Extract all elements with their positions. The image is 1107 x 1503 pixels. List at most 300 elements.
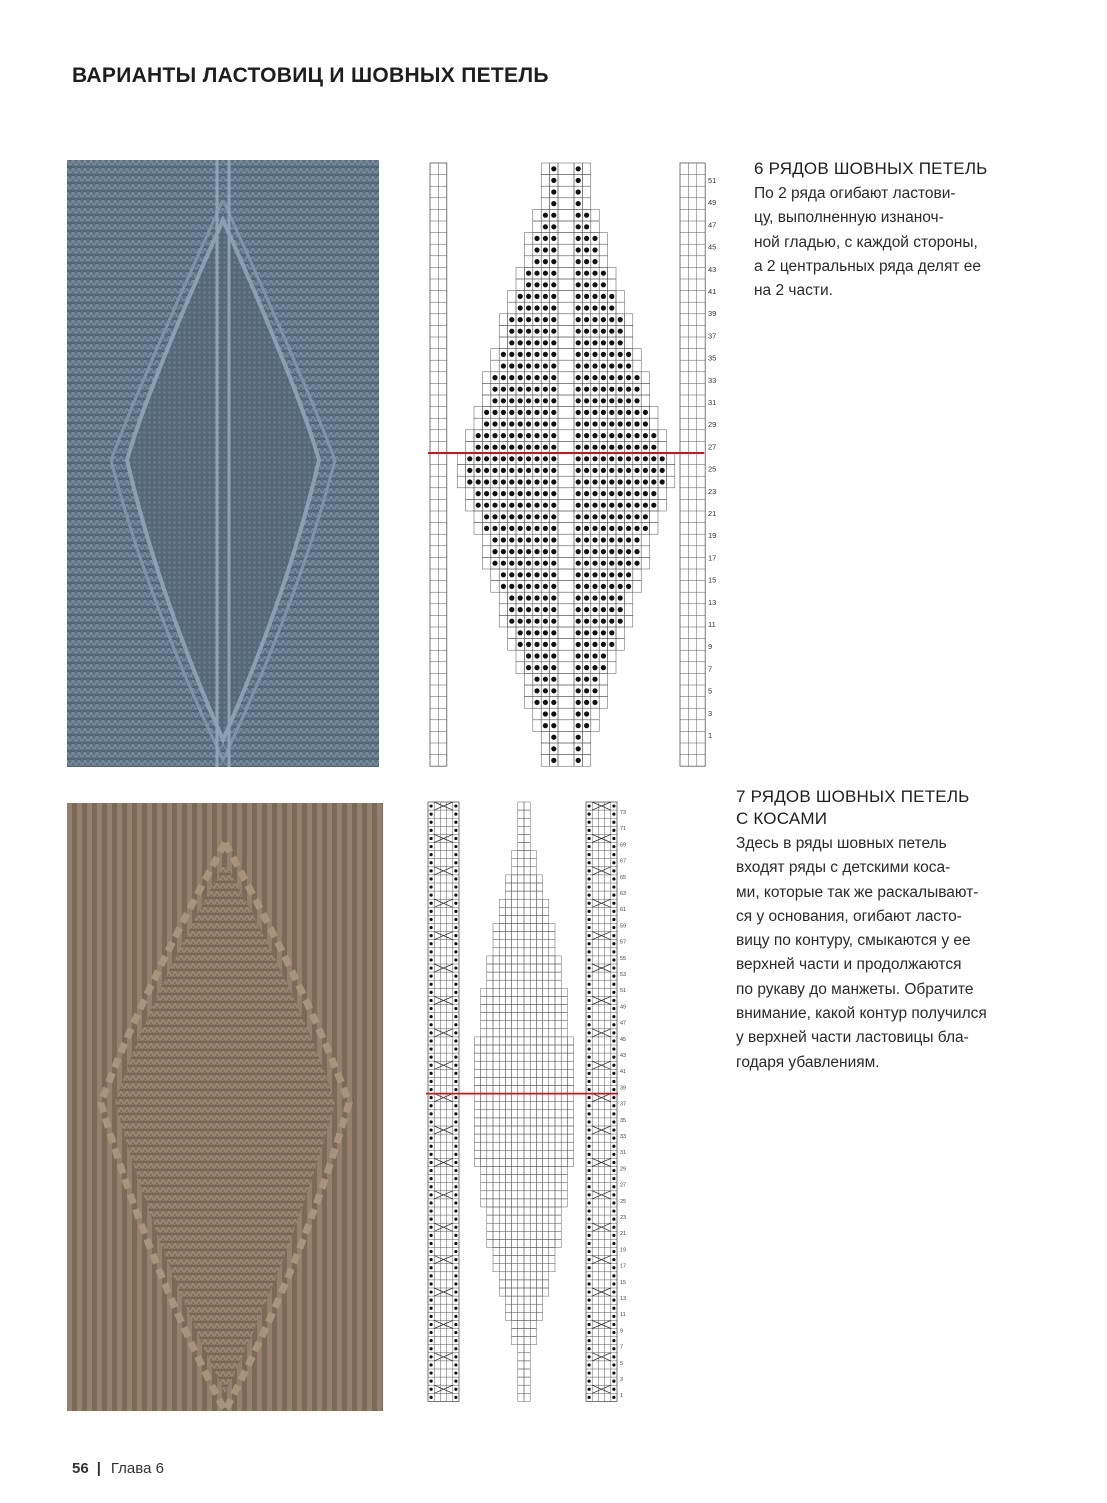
chart-cell bbox=[518, 1134, 524, 1142]
chart-cell bbox=[505, 932, 511, 940]
purl-dot bbox=[430, 813, 433, 816]
chart-cell bbox=[481, 1077, 487, 1085]
chart-center-cell bbox=[558, 175, 574, 187]
cable-cross bbox=[434, 1126, 453, 1134]
chart-cell bbox=[499, 1053, 505, 1061]
purl-dot bbox=[476, 503, 481, 508]
chart-center-cell bbox=[558, 372, 574, 384]
purl-dot bbox=[551, 584, 556, 589]
purl-dot bbox=[543, 259, 548, 264]
purl-dot bbox=[588, 983, 591, 986]
purl-dot bbox=[454, 853, 457, 856]
purl-dot bbox=[534, 282, 539, 287]
purl-dot bbox=[612, 942, 615, 945]
purl-dot bbox=[543, 479, 548, 484]
chart-center-cell bbox=[558, 244, 574, 256]
chart-center-cell bbox=[558, 279, 574, 291]
chart-cell bbox=[505, 1223, 511, 1231]
chart-cell bbox=[482, 534, 490, 546]
chart-cell bbox=[524, 1264, 530, 1272]
cable-cross bbox=[592, 834, 611, 842]
chart-cell bbox=[567, 1134, 573, 1142]
purl-dot bbox=[526, 468, 531, 473]
purl-dot bbox=[634, 479, 639, 484]
chart-cell bbox=[512, 915, 518, 923]
chart-cell bbox=[543, 1005, 549, 1013]
purl-dot bbox=[484, 503, 489, 508]
purl-dot bbox=[592, 688, 597, 693]
purl-dot bbox=[576, 758, 581, 763]
purl-dot bbox=[430, 853, 433, 856]
chart-cell bbox=[505, 891, 511, 899]
chart-cell bbox=[530, 1158, 536, 1166]
purl-dot bbox=[526, 387, 531, 392]
purl-dot bbox=[454, 1266, 457, 1269]
chart-cell bbox=[530, 1296, 536, 1304]
chart-cell bbox=[641, 395, 649, 407]
chart-cell bbox=[518, 826, 524, 834]
chart-cell bbox=[524, 899, 530, 907]
purl-dot bbox=[588, 821, 591, 824]
purl-dot bbox=[526, 630, 531, 635]
purl-dot bbox=[618, 479, 623, 484]
purl-dot bbox=[626, 561, 631, 566]
purl-dot bbox=[609, 491, 614, 496]
purl-dot bbox=[576, 294, 581, 299]
purl-dot bbox=[492, 479, 497, 484]
purl-dot bbox=[501, 398, 506, 403]
purl-dot bbox=[543, 329, 548, 334]
purl-dot bbox=[430, 1137, 433, 1140]
chart-cell bbox=[530, 1077, 536, 1085]
purl-dot bbox=[551, 178, 556, 183]
chart-cell bbox=[530, 1110, 536, 1118]
purl-dot bbox=[626, 421, 631, 426]
purl-dot bbox=[626, 514, 631, 519]
purl-dot bbox=[526, 572, 531, 577]
purl-dot bbox=[588, 1266, 591, 1269]
cable-cross bbox=[592, 1061, 611, 1069]
purl-dot bbox=[609, 352, 614, 357]
chart-cell bbox=[493, 1118, 499, 1126]
chart-cell bbox=[481, 1069, 487, 1077]
chart-cell bbox=[518, 1077, 524, 1085]
chart-cell bbox=[549, 1045, 555, 1053]
purl-dot bbox=[601, 561, 606, 566]
chart-cell bbox=[518, 810, 524, 818]
purl-dot bbox=[534, 468, 539, 473]
chart-cell bbox=[543, 1223, 549, 1231]
purl-dot bbox=[584, 700, 589, 705]
chart-cell bbox=[567, 1086, 573, 1094]
chart-cell bbox=[474, 1118, 480, 1126]
purl-dot bbox=[492, 491, 497, 496]
chart-cell bbox=[505, 1272, 511, 1280]
purl-dot bbox=[484, 445, 489, 450]
chart-cell bbox=[524, 1239, 530, 1247]
chart-cell bbox=[512, 924, 518, 932]
chart-cell bbox=[499, 1239, 505, 1247]
purl-dot bbox=[634, 410, 639, 415]
chart-cell bbox=[567, 1077, 573, 1085]
purl-dot bbox=[592, 421, 597, 426]
purl-dot bbox=[592, 561, 597, 566]
chart-cell bbox=[499, 1126, 505, 1134]
chart-cell bbox=[518, 899, 524, 907]
purl-dot bbox=[592, 247, 597, 252]
purl-dot bbox=[454, 1258, 457, 1261]
purl-dot bbox=[576, 456, 581, 461]
chart-cell bbox=[524, 1312, 530, 1320]
purl-dot bbox=[576, 642, 581, 647]
chart-cell bbox=[482, 557, 490, 569]
purl-dot bbox=[492, 433, 497, 438]
chart-cell bbox=[493, 1142, 499, 1150]
chart-cell bbox=[512, 891, 518, 899]
chart-cell bbox=[518, 1312, 524, 1320]
purl-dot bbox=[609, 549, 614, 554]
chart-cell bbox=[530, 1029, 536, 1037]
purl-dot bbox=[588, 934, 591, 937]
chart-cell bbox=[543, 1264, 549, 1272]
purl-dot bbox=[501, 468, 506, 473]
purl-dot bbox=[612, 1396, 615, 1399]
chart-cell bbox=[561, 1045, 567, 1053]
chart-cell bbox=[499, 1069, 505, 1077]
chart-gusset-2 bbox=[426, 800, 630, 1405]
chart-cell bbox=[493, 1021, 499, 1029]
purl-dot bbox=[584, 433, 589, 438]
purl-dot bbox=[551, 329, 556, 334]
purl-dot bbox=[551, 317, 556, 322]
chart-cell bbox=[505, 1021, 511, 1029]
purl-dot bbox=[592, 375, 597, 380]
chart-cell bbox=[641, 557, 649, 569]
purl-dot bbox=[584, 445, 589, 450]
chart-cell bbox=[499, 1207, 505, 1215]
purl-dot bbox=[518, 294, 523, 299]
chart-cell bbox=[549, 1118, 555, 1126]
chart-center-cell bbox=[558, 163, 574, 175]
purl-dot bbox=[551, 259, 556, 264]
purl-dot bbox=[612, 877, 615, 880]
purl-dot bbox=[543, 491, 548, 496]
chart-cell bbox=[555, 1013, 561, 1021]
purl-dot bbox=[576, 735, 581, 740]
purl-dot bbox=[454, 1380, 457, 1383]
purl-dot bbox=[454, 1396, 457, 1399]
purl-dot bbox=[454, 1080, 457, 1083]
purl-dot bbox=[576, 178, 581, 183]
chart-cell bbox=[518, 1086, 524, 1094]
chart-cell bbox=[524, 834, 530, 842]
chart-cell bbox=[505, 1150, 511, 1158]
chart-cell bbox=[493, 1207, 499, 1215]
purl-dot bbox=[454, 1064, 457, 1067]
row-number-label: 43 bbox=[708, 264, 717, 274]
purl-dot bbox=[634, 549, 639, 554]
purl-dot bbox=[430, 1209, 433, 1212]
purl-dot bbox=[588, 1120, 591, 1123]
chart-cell bbox=[512, 1077, 518, 1085]
chart-cell bbox=[536, 1296, 542, 1304]
row-number-label: 3 bbox=[708, 708, 713, 718]
purl-dot bbox=[612, 837, 615, 840]
purl-dot bbox=[551, 201, 556, 206]
chart-cell bbox=[505, 1053, 511, 1061]
purl-dot bbox=[609, 294, 614, 299]
chart-cell bbox=[555, 1094, 561, 1102]
chart-cell bbox=[524, 1272, 530, 1280]
purl-dot bbox=[626, 410, 631, 415]
purl-dot bbox=[543, 387, 548, 392]
chart-cell bbox=[499, 1272, 505, 1280]
chart-cell bbox=[518, 1199, 524, 1207]
chart-cell bbox=[512, 1191, 518, 1199]
purl-dot bbox=[509, 537, 514, 542]
chart-cell bbox=[524, 956, 530, 964]
purl-dot bbox=[430, 1031, 433, 1034]
purl-dot bbox=[526, 340, 531, 345]
purl-dot bbox=[543, 642, 548, 647]
chart-cell bbox=[518, 972, 524, 980]
purl-dot bbox=[601, 375, 606, 380]
chart-center-cell bbox=[558, 731, 574, 743]
chart-cell bbox=[505, 924, 511, 932]
purl-dot bbox=[612, 1112, 615, 1115]
chart-cell bbox=[530, 1069, 536, 1077]
chart-cell bbox=[536, 948, 542, 956]
purl-dot bbox=[584, 363, 589, 368]
chart-cell bbox=[512, 1029, 518, 1037]
purl-dot bbox=[430, 1315, 433, 1318]
purl-dot bbox=[526, 665, 531, 670]
purl-dot bbox=[592, 619, 597, 624]
chart-cell bbox=[487, 1215, 493, 1223]
chart-cell bbox=[524, 867, 530, 875]
chart-cell bbox=[481, 1142, 487, 1150]
chart-cell bbox=[518, 907, 524, 915]
chart-cell bbox=[530, 1223, 536, 1231]
purl-dot bbox=[430, 1234, 433, 1237]
purl-dot bbox=[492, 398, 497, 403]
chart-cell bbox=[530, 1337, 536, 1345]
row-number-label: 29 bbox=[620, 1166, 627, 1173]
row-number-label: 59 bbox=[620, 923, 627, 930]
purl-dot bbox=[551, 619, 556, 624]
purl-dot bbox=[551, 479, 556, 484]
chart-cell bbox=[518, 1069, 524, 1077]
knit-photo-1-illustration bbox=[67, 160, 379, 767]
purl-dot bbox=[618, 398, 623, 403]
chart-cell bbox=[530, 1118, 536, 1126]
purl-dot bbox=[612, 1250, 615, 1253]
purl-dot bbox=[576, 433, 581, 438]
purl-dot bbox=[454, 1007, 457, 1010]
chart-cell bbox=[481, 1061, 487, 1069]
purl-dot bbox=[534, 549, 539, 554]
purl-dot bbox=[518, 468, 523, 473]
purl-dot bbox=[543, 340, 548, 345]
chart-center-cell bbox=[558, 743, 574, 755]
chart-cell bbox=[524, 244, 532, 256]
chart-center-cell bbox=[558, 198, 574, 210]
purl-dot bbox=[592, 352, 597, 357]
purl-dot bbox=[543, 445, 548, 450]
purl-dot bbox=[609, 607, 614, 612]
row-number-label: 25 bbox=[708, 464, 717, 474]
row-number-label: 35 bbox=[708, 353, 717, 363]
purl-dot bbox=[576, 375, 581, 380]
chart-cell bbox=[499, 1175, 505, 1183]
cable-cross bbox=[434, 1191, 453, 1199]
purl-dot bbox=[551, 653, 556, 658]
purl-dot bbox=[501, 537, 506, 542]
purl-dot bbox=[518, 572, 523, 577]
chart-cell bbox=[512, 948, 518, 956]
chart-cell bbox=[582, 163, 590, 175]
purl-dot bbox=[534, 607, 539, 612]
chart-cell bbox=[505, 883, 511, 891]
purl-dot bbox=[588, 1388, 591, 1391]
purl-dot bbox=[454, 1201, 457, 1204]
chart-cell bbox=[549, 1191, 555, 1199]
chart-cell bbox=[474, 1158, 480, 1166]
chart-cell bbox=[536, 1304, 542, 1312]
chart-cell bbox=[499, 988, 505, 996]
purl-dot bbox=[526, 549, 531, 554]
purl-dot bbox=[526, 433, 531, 438]
chart-cell bbox=[487, 1126, 493, 1134]
chart-cell bbox=[524, 1304, 530, 1312]
purl-dot bbox=[526, 619, 531, 624]
purl-dot bbox=[588, 1339, 591, 1342]
purl-dot bbox=[454, 942, 457, 945]
purl-dot bbox=[626, 584, 631, 589]
chart-cell bbox=[543, 948, 549, 956]
purl-dot bbox=[588, 902, 591, 905]
chart-cell bbox=[530, 1126, 536, 1134]
chart-cell bbox=[518, 940, 524, 948]
chart-cell bbox=[624, 314, 632, 326]
purl-dot bbox=[551, 224, 556, 229]
chart-cell bbox=[543, 1045, 549, 1053]
purl-dot bbox=[534, 503, 539, 508]
chart-cell bbox=[487, 1150, 493, 1158]
purl-dot bbox=[454, 1023, 457, 1026]
chart-cell bbox=[543, 980, 549, 988]
chart-cell bbox=[549, 1183, 555, 1191]
chart-cell bbox=[518, 1361, 524, 1369]
row-number-label: 31 bbox=[708, 398, 717, 407]
purl-dot bbox=[588, 1169, 591, 1172]
chart-cell bbox=[536, 1248, 542, 1256]
purl-dot bbox=[551, 630, 556, 635]
chart-cell bbox=[474, 1061, 480, 1069]
purl-dot bbox=[643, 421, 648, 426]
chart-cell bbox=[512, 1231, 518, 1239]
chart-grid-block bbox=[428, 802, 459, 1401]
chart-center-cell bbox=[558, 360, 574, 372]
purl-dot bbox=[534, 700, 539, 705]
chart-cell bbox=[481, 1158, 487, 1166]
chart-cell bbox=[555, 1069, 561, 1077]
chart-cell bbox=[518, 851, 524, 859]
chart-cell bbox=[536, 1288, 542, 1296]
purl-dot bbox=[601, 503, 606, 508]
chart-center-cell bbox=[558, 581, 574, 593]
chart-cell bbox=[536, 1134, 542, 1142]
purl-dot bbox=[534, 688, 539, 693]
purl-dot bbox=[612, 1201, 615, 1204]
chart-cell bbox=[493, 1077, 499, 1085]
purl-dot bbox=[454, 1363, 457, 1366]
chart-center-cell bbox=[558, 418, 574, 430]
chart-center-cell bbox=[558, 627, 574, 639]
chart-cell bbox=[530, 867, 536, 875]
chart-cell bbox=[555, 964, 561, 972]
purl-dot bbox=[643, 479, 648, 484]
chart-center-cell bbox=[558, 186, 574, 198]
chart-cell bbox=[474, 1142, 480, 1150]
row-number-label: 15 bbox=[708, 575, 717, 585]
row-number-label: 45 bbox=[708, 242, 717, 252]
chart-cell bbox=[493, 964, 499, 972]
chart-cell bbox=[582, 186, 590, 198]
purl-dot bbox=[626, 549, 631, 554]
purl-dot bbox=[612, 869, 615, 872]
purl-dot bbox=[634, 468, 639, 473]
chart-cell bbox=[536, 1110, 542, 1118]
purl-dot bbox=[584, 387, 589, 392]
purl-dot bbox=[612, 1177, 615, 1180]
purl-dot bbox=[584, 410, 589, 415]
purl-dot bbox=[588, 1193, 591, 1196]
purl-dot bbox=[430, 1169, 433, 1172]
chart-cell bbox=[487, 1037, 493, 1045]
purl-dot bbox=[576, 421, 581, 426]
purl-dot bbox=[609, 387, 614, 392]
chart-cell bbox=[499, 615, 507, 627]
purl-dot bbox=[612, 950, 615, 953]
chart-cell bbox=[499, 1223, 505, 1231]
purl-dot bbox=[509, 340, 514, 345]
purl-dot bbox=[501, 363, 506, 368]
purl-dot bbox=[551, 375, 556, 380]
purl-dot bbox=[551, 445, 556, 450]
purl-dot bbox=[543, 236, 548, 241]
chart-cell bbox=[499, 1264, 505, 1272]
chart-cell bbox=[505, 1312, 511, 1320]
chart-cell bbox=[524, 924, 530, 932]
purl-dot bbox=[430, 958, 433, 961]
chart-cell bbox=[561, 988, 567, 996]
chart-cell bbox=[505, 1142, 511, 1150]
chart-cell bbox=[487, 1199, 493, 1207]
chart-cell bbox=[493, 1061, 499, 1069]
chart-cell bbox=[536, 915, 542, 923]
chart-cell bbox=[505, 1199, 511, 1207]
purl-dot bbox=[543, 317, 548, 322]
purl-dot bbox=[612, 1315, 615, 1318]
chart-cell bbox=[518, 1256, 524, 1264]
purl-dot bbox=[584, 317, 589, 322]
purl-dot bbox=[588, 1056, 591, 1059]
purl-dot bbox=[588, 1039, 591, 1042]
chart-cell bbox=[541, 731, 549, 743]
purl-dot bbox=[430, 885, 433, 888]
purl-dot bbox=[476, 479, 481, 484]
